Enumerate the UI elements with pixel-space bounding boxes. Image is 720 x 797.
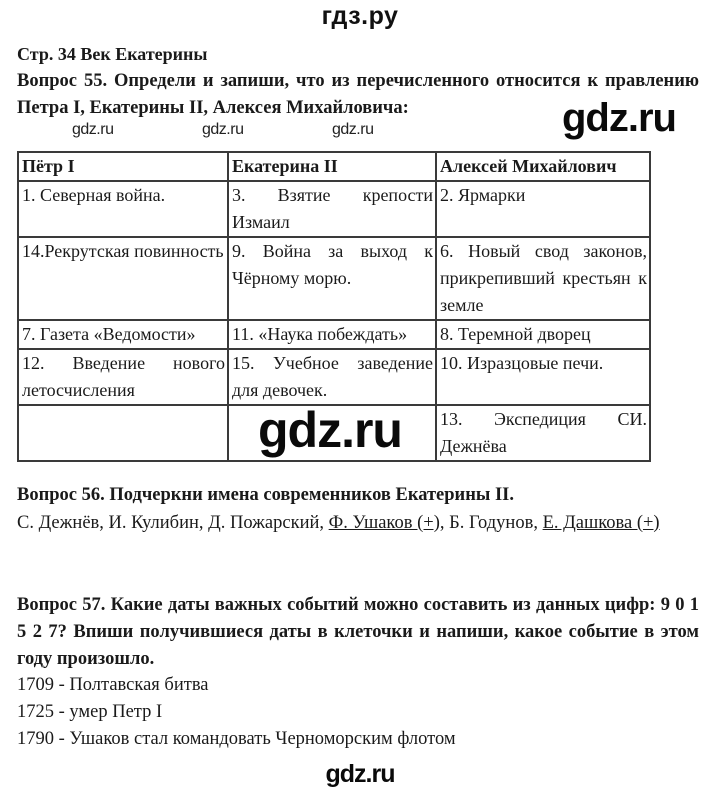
watermark-small: gdz.ru [72, 121, 114, 138]
table-cell: 10. Изразцовые печи. [436, 349, 650, 405]
name-item: Д. Пожарский, [208, 513, 325, 533]
table-row [18, 237, 650, 320]
watermark-large: gdz.ru [562, 96, 676, 140]
name-item: Б. Годунов, [449, 513, 538, 533]
table-row [18, 181, 650, 237]
name-item-underlined: Е. Дашкова (+) [542, 513, 660, 533]
column-header-peter: Пётр I [18, 152, 228, 181]
name-item: И. Кулибин, [108, 513, 204, 533]
table-cell: 1. Северная война. [18, 181, 228, 237]
watermark-small: gdz.ru [202, 121, 244, 138]
question-55-text: Вопрос 55. Определи и запиши, что из перечисленного относится к правлению Петра I, Екатерины II, Алексея Михайловича: [17, 71, 699, 118]
table-row [18, 320, 650, 349]
table-row [18, 349, 650, 405]
answer-line: 1709 - Полтавская битва [17, 675, 209, 695]
answer-line: 1725 - умер Петр I [17, 702, 163, 722]
table-cell: 12. Введение нового летосчисления [18, 349, 228, 405]
table-cell: 8. Теремной дворец [436, 320, 650, 349]
name-item-underlined: Ф. Ушаков (+), [328, 513, 445, 533]
site-header-title: гдз.ру [321, 2, 399, 30]
table-header-row [18, 152, 650, 181]
column-header-catherine: Екатерина II [228, 152, 436, 181]
table-cell: 7. Газета «Ведомости» [18, 320, 228, 349]
table-cell: 2. Ярмарки [436, 181, 650, 237]
question-57-text: Вопрос 57. Какие даты важных событий можно составить из данных цифр: 9 0 1 5 2 7? Впиши получившиеся даты в клеточки и напиши, какое событие в этом году произошло. [17, 595, 699, 669]
question-56-title: Вопрос 56. Подчеркни имена современников Екатерины II. [17, 485, 514, 505]
watermark-large: gdz.ru [258, 402, 402, 458]
page-title: Стр. 34 Век Екатерины [17, 44, 208, 64]
name-item: С. Дежнёв, [17, 513, 104, 533]
table-cell: 14.Рекрутская повинность [18, 237, 228, 320]
table-cell: 11. «Наука побеждать» [228, 320, 436, 349]
table-cell: 15. Учебное заведение для девочек. [228, 349, 436, 405]
answer-line: 1790 - Ушаков стал командовать Черноморским флотом [17, 729, 456, 749]
table-cell: 3. Взятие крепости Измаил [228, 181, 436, 237]
watermark-footer: gdz.ru [325, 760, 395, 788]
table-cell: 6. Новый свод законов, прикрепивший крестьян к земле [436, 237, 650, 320]
watermark-small: gdz.ru [332, 121, 374, 138]
column-header-alexei: Алексей Михайлович [436, 152, 650, 181]
table-cell [18, 405, 228, 461]
table-cell: 9. Война за выход к Чёрному морю. [228, 237, 436, 320]
table-cell: 13. Экспедиция СИ. Дежнёва [436, 405, 650, 461]
question-56-names [17, 510, 699, 537]
